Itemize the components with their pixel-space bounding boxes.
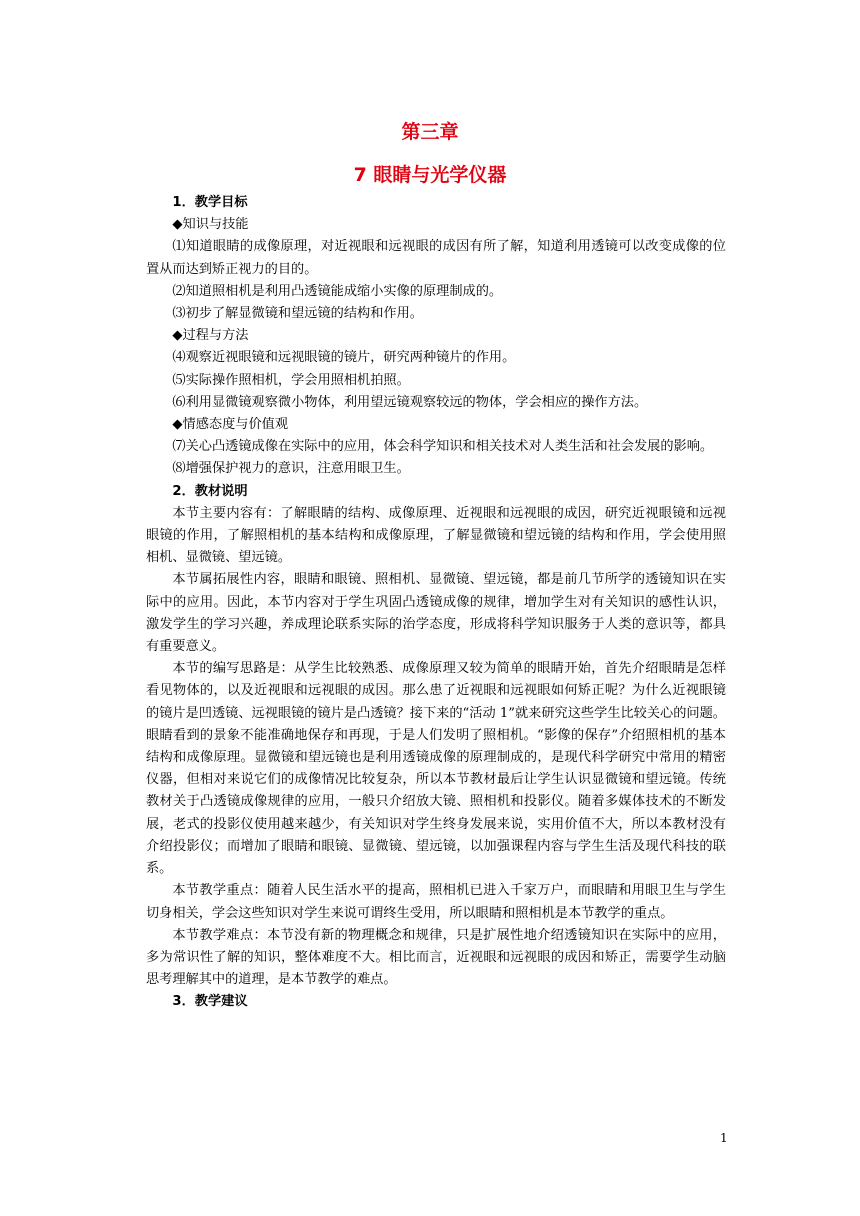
page-number: 1 — [720, 1131, 728, 1145]
subheading-process-methods: ◆过程与方法 — [172, 328, 249, 344]
goal-item-5: ⑸实际操作照相机，学会用照相机拍照。 — [172, 372, 410, 388]
chapter-title: 第三章 — [401, 121, 459, 143]
paragraph-extension: 本节属拓展性内容，眼睛和眼镜、照相机、显微镜、望远镜，都是前几节所学的透镜知识在实际中的应用。因此，本节内容对于学生巩固凸透镜成像的规律，增加学生对有关知识的感性认识，激发学生的学习兴趣，养成理论联系实际的治学态度，形成将科学知识服务于人类的意识等，都具有重要意义。 — [146, 572, 726, 655]
subheading-attitudes-values: ◆情感态度与价值观 — [172, 417, 289, 433]
heading-material-description: 2．教材说明 — [172, 483, 248, 499]
goal-item-2: ⑵知道照相机是利用凸透镜能成缩小实像的原理制成的。 — [172, 283, 503, 299]
goal-item-3: ⑶初步了解显微镜和望远镜的结构和作用。 — [172, 306, 423, 322]
goal-item-4: ⑷观察近视眼镜和远视眼镜的镜片，研究两种镜片的作用。 — [172, 350, 516, 366]
goal-item-8: ⑻增强保护视力的意识，注意用眼卫生。 — [172, 461, 410, 477]
paragraph-key-points: 本节教学重点：随着人民生活水平的提高，照相机已进入千家万户，而眼睛和用眼卫生与学生切身相关，学会这些知识对学生来说可谓终生受用，所以眼睛和照相机是本节教学的重点。 — [146, 883, 726, 921]
goal-item-7: ⑺关心凸透镜成像在实际中的应用，体会科学知识和相关技术对人类生活和社会发展的影响。 — [172, 439, 714, 455]
paragraph-difficulties: 本节教学难点：本节没有新的物理概念和规律，只是扩展性地介绍透镜知识在实际中的应用，多为常识性了解的知识，整体难度不大。相比而言，近视眼和远视眼的成因和矫正，需要学生动脑思考理解其中的道理，是本节教学的难点。 — [146, 927, 726, 988]
heading-teaching-suggestions: 3．教学建议 — [172, 994, 248, 1010]
goal-item-1: ⑴知道眼睛的成像原理，对近视眼和远视眼的成因有所了解，知道利用透镜可以改变成像的位置从而达到矫正视力的目的。 — [146, 239, 726, 277]
section-title: 7 眼睛与光学仪器 — [353, 164, 507, 186]
paragraph-main-content: 本节主要内容有：了解眼睛的结构、成像原理、近视眼和远视眼的成因，研究近视眼镜和远视眼镜的作用，了解照相机的基本结构和成像原理，了解显微镜和望远镜的结构和作用，学会使用照相机、显微镜、望远镜。 — [146, 505, 726, 566]
document-body — [146, 192, 726, 1014]
paragraph-writing-approach: 本节的编写思路是：从学生比较熟悉、成像原理又较为简单的眼睛开始，首先介绍眼睛是怎样看见物体的，以及近视眼和远视眼的成因。那么患了近视眼和远视眼如何矫正呢？为什么近视眼镜的镜片是凹透镜、远视眼镜的镜片是凸透镜？接下来的“活动 1”就来研究这些学生比较关心的问题。眼睛看到的景象不能准确地保存和再现，于是人们发明了照相机。“影像的保存”介绍照相机的基本结构和成像原理。显微镜和望远镜也是利用透镜成像的原理制成的，是现代科学研究中常用的精密仪器，但相对来说它们的成像情况比较复杂，所以本节教材最后让学生认识显微镜和望远镜。传统教材关于凸透镜成像规律的应用，一般只介绍放大镜、照相机和投影仪。随着多媒体技术的不断发展，老式的投影仪使用越来越少，有关知识对学生终身发展来说，实用价值不大，所以本教材没有介绍投影仪；而增加了眼睛和眼镜、显微镜、望远镜，以加强课程内容与学生生活及现代科技的联系。 — [146, 661, 726, 877]
heading-teaching-goals: 1．教学目标 — [172, 195, 248, 210]
subheading-knowledge-skills: ◆知识与技能 — [172, 217, 249, 233]
goal-item-6: ⑹利用显微镜观察微小物体，利用望远镜观察较远的物体，学会相应的操作方法。 — [172, 394, 648, 410]
